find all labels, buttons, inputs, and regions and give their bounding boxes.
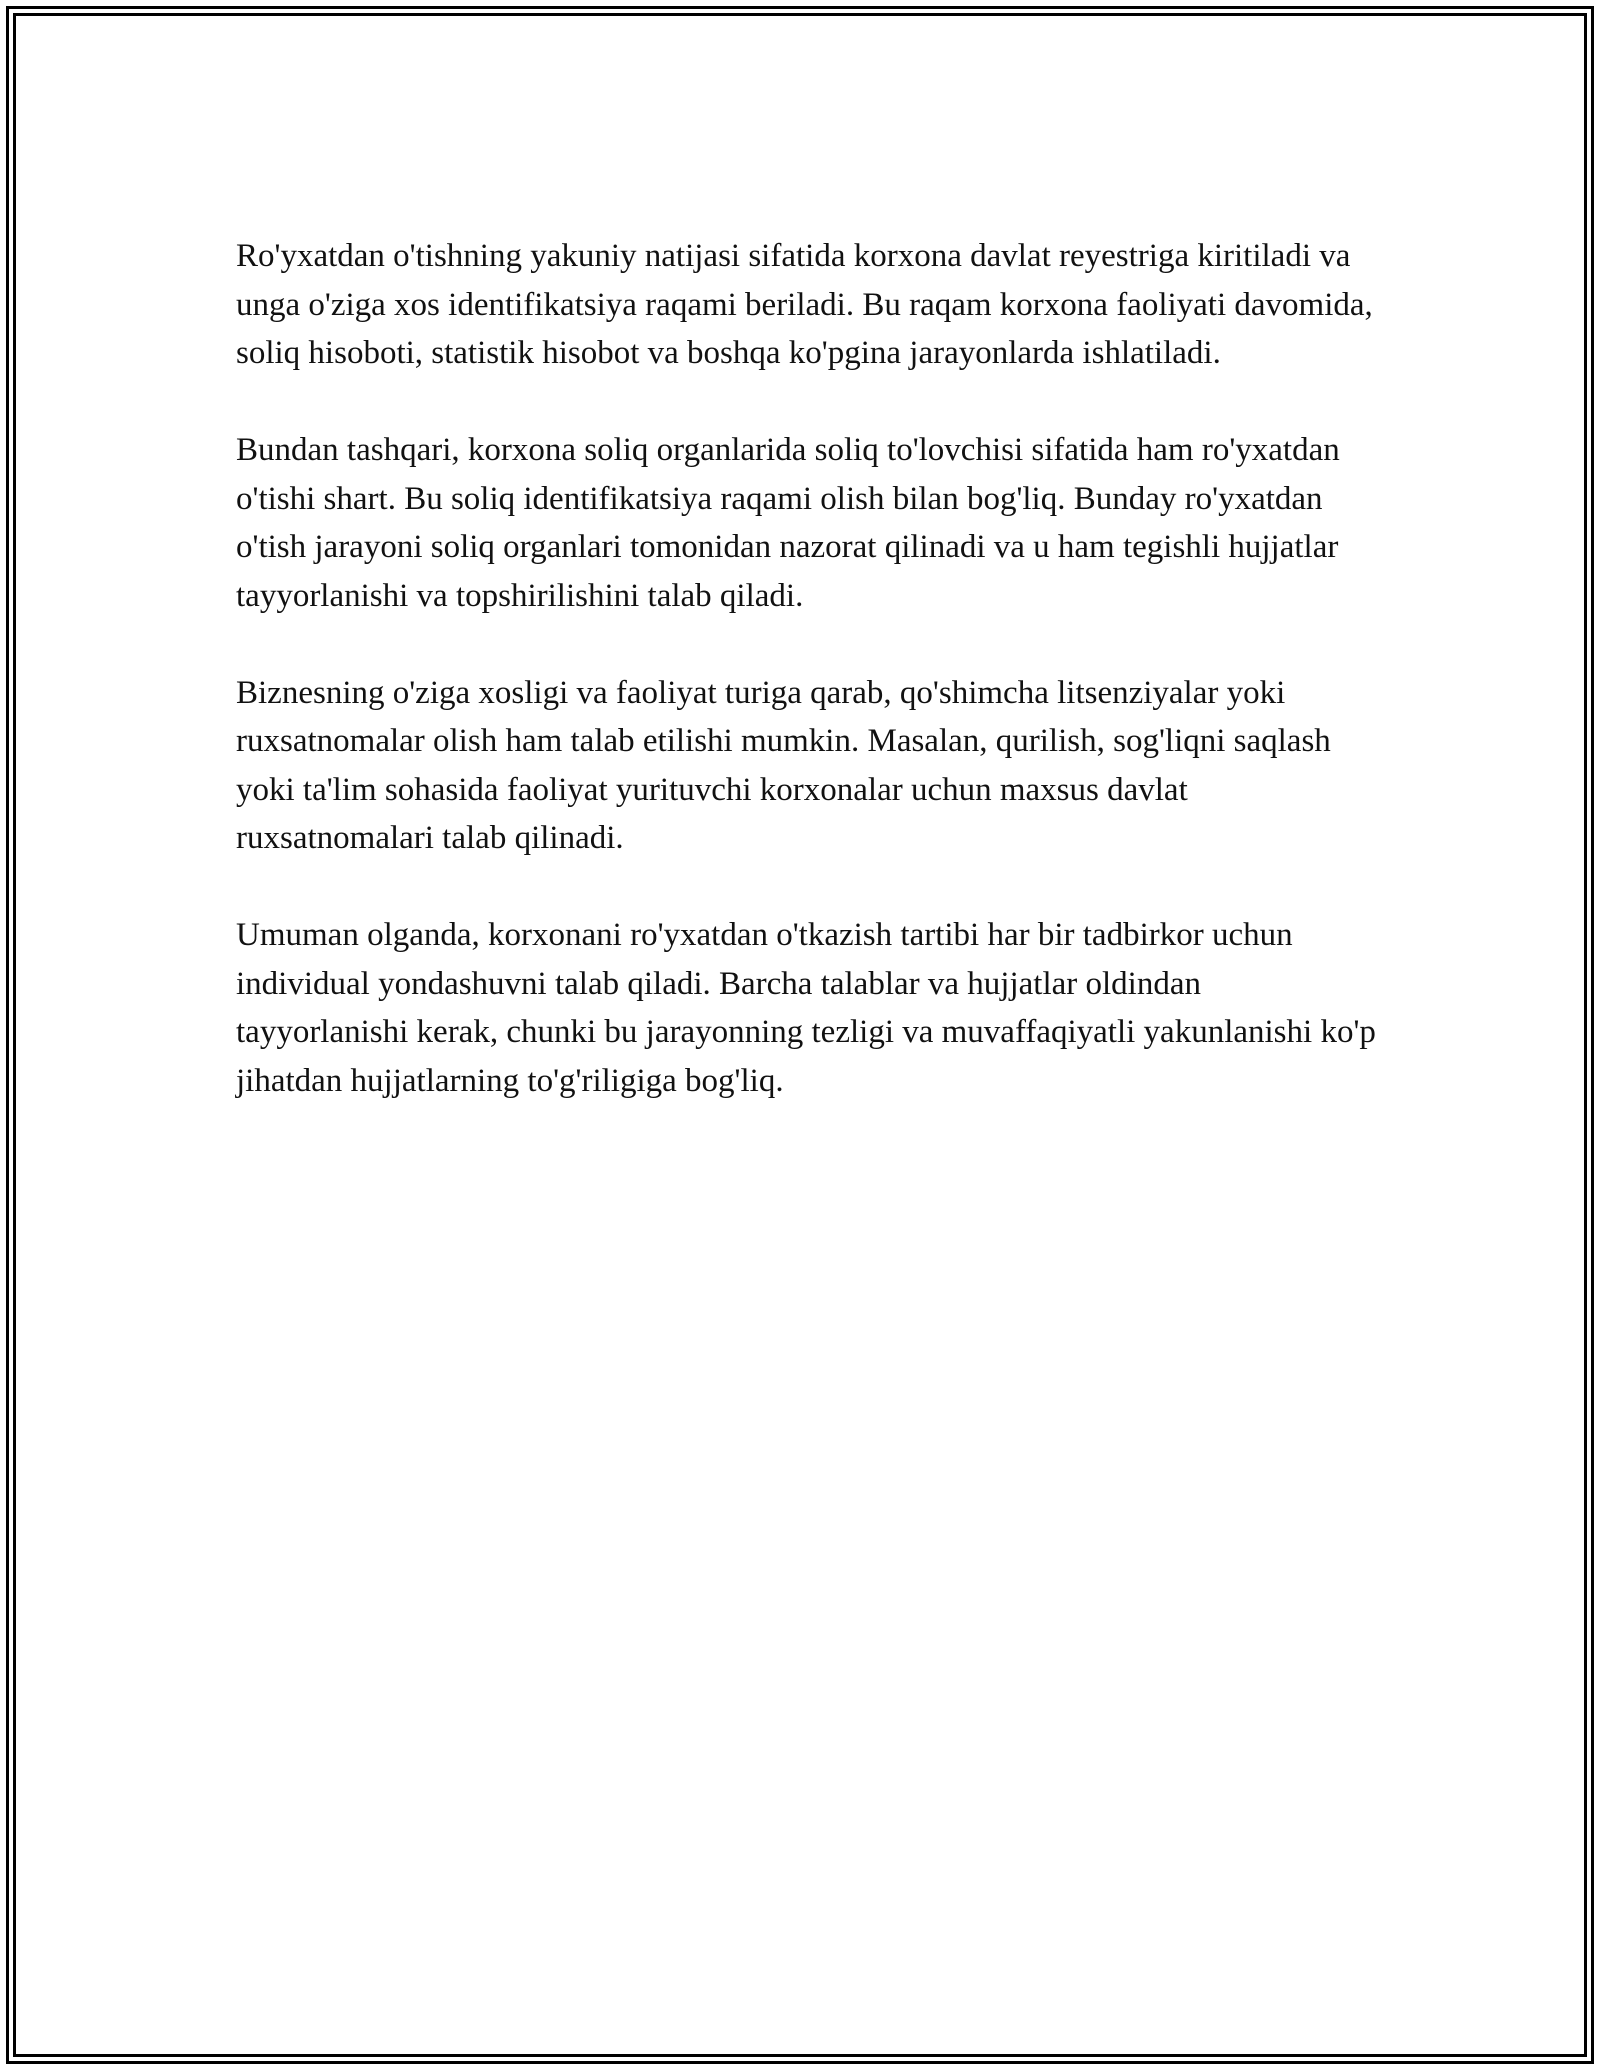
paragraph-2: Bundan tashqari, korxona soliq organlarida soliq to'lovchisi sifatida ham ro'yxatdan o'tishi shart. Bu soliq identifikatsiya raqami olish bilan bog'liq. Bunday ro'yxatdan o'tish jarayoni soliq organlari tomonidan nazorat qilinadi va u ham tegishli hujjatlar tayyorlanishi va topshirilishini talab qiladi.: [236, 432, 1340, 614]
paragraph-4: Umuman olganda, korxonani ro'yxatdan o'tkazish tartibi har bir tadbirkor uchun individual yondashuvni talab qiladi. Barcha talablar va hujjatlar oldindan tayyorlanishi kerak, chunki bu jarayonning tezligi va muvaffaqiyatli yakunlanishi ko'p jihatdan hujjatlarning to'g'riligiga bog'liq.: [236, 917, 1376, 1099]
paragraph-3: Biznesning o'ziga xosligi va faoliyat turiga qarab, qo'shimcha litsenziyalar yoki ruxsatnomalar olish ham talab etilishi mumkin. Masalan, qurilish, sog'liqni saqlash yoki ta'lim sohasida faoliyat yurituvchi korxonalar uchun maxsus davlat ruxsatnomalari talab qilinadi.: [236, 674, 1331, 856]
document-body: [236, 232, 1376, 1154]
paragraph-1: Ro'yxatdan o'tishning yakuniy natijasi sifatida korxona davlat reyestriga kiritiladi va unga o'ziga xos identifikatsiya raqami beriladi. Bu raqam korxona faoliyati davomida, soliq hisoboti, statistik hisobot va boshqa ko'pgina jarayonlarda ishlatiladi.: [236, 238, 1373, 371]
